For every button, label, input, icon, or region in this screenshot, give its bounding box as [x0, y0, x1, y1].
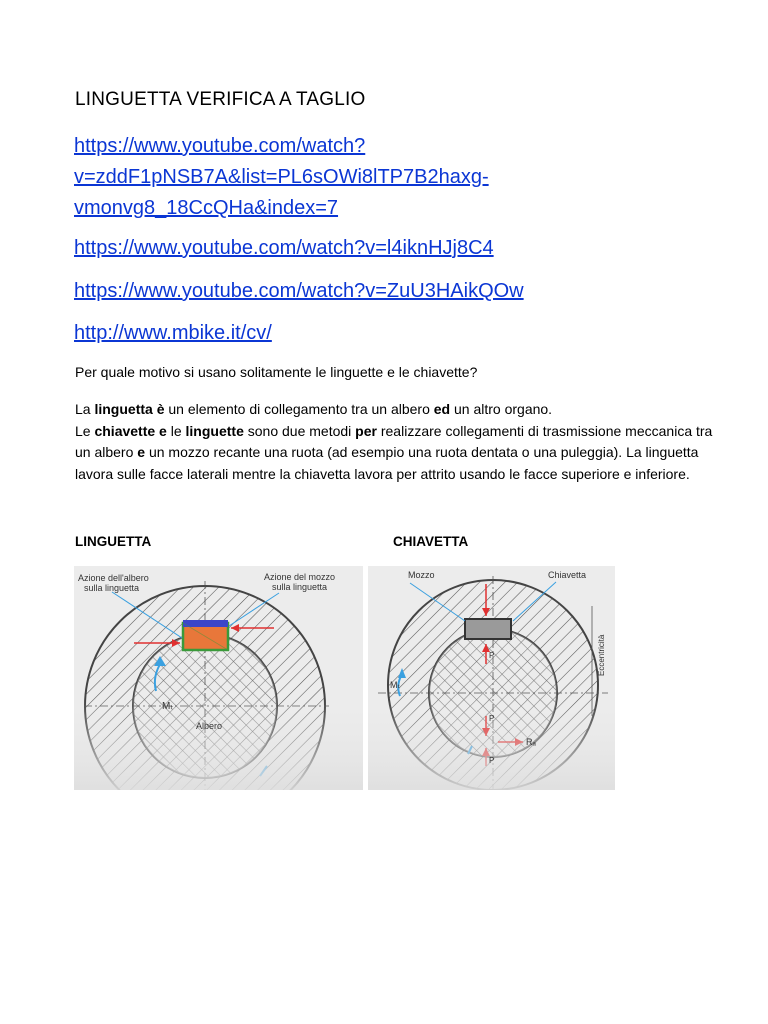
answer-bold: chiavette e — [94, 422, 167, 439]
question-text: Per quale motivo si usano solitamente le linguette e le chiavette? — [75, 364, 478, 380]
label-linguetta: LINGUETTA — [75, 534, 152, 549]
answer-text: le — [166, 422, 186, 439]
youtube-link-3[interactable]: https://www.youtube.com/watch?v=ZuU3HAikQOw — [74, 280, 524, 302]
label-hub: Mozzo — [408, 570, 435, 580]
page-title: LINGUETTA VERIFICA A TAGLIO — [75, 89, 366, 110]
answer-text: sono due metodi — [243, 422, 356, 439]
label-torque: Mₜ — [390, 680, 401, 690]
label-hub-action-2: sulla linguetta — [272, 582, 328, 592]
answer-bold: linguette — [185, 422, 244, 439]
label-shaft-action-2: sulla linguetta — [84, 583, 140, 593]
label-chiavetta: CHIAVETTA — [393, 534, 469, 549]
answer-text: un mozzo recante una ruota (ad esempio una ruota dentata o una puleggia). La linguetta lavora sulle facce laterali mentre la chiavetta lavora per attrito usando le facce superiore e inferiore. — [75, 444, 699, 482]
link-line-3[interactable]: vmonvg8_18CcQHa&index=7 — [74, 197, 339, 219]
youtube-link-2[interactable]: https://www.youtube.com/watch?v=l4iknHJj8C4 — [74, 237, 494, 259]
label-torque: Mₜ — [162, 701, 174, 712]
label-eccentricity: Eccentricità — [597, 634, 606, 676]
answer-text: realizzare collegamenti di trasmissione meccanica tra un albero — [75, 422, 713, 460]
label-p3: P — [489, 756, 495, 765]
answer-text: Le — [75, 422, 95, 439]
answer-bold: ed — [433, 401, 451, 417]
answer-bold: per — [355, 422, 377, 439]
mbike-link[interactable]: http://www.mbike.it/cv/ — [74, 322, 272, 344]
label-hub-action-1: Azione del mozzo — [264, 572, 336, 582]
label-key: Chiavetta — [548, 570, 587, 580]
link-line-1[interactable]: https://www.youtube.com/watch? — [74, 135, 366, 157]
label-shaft-action-1: Azione dell'albero — [78, 573, 149, 583]
chiavetta-figure — [368, 566, 615, 790]
linguetta-figure — [74, 566, 363, 790]
answer-text: un altro organo. — [450, 401, 553, 417]
answer-text: un elemento di collegamento tra un albero — [164, 401, 434, 417]
youtube-playlist-link[interactable] — [74, 131, 534, 224]
answer-bold: linguetta è — [94, 401, 165, 417]
link-line-2[interactable]: v=zddF1pNSB7A&list=PL6sOWi8lTP7B2haxg- — [74, 166, 489, 188]
label-p1: P — [489, 651, 495, 660]
answer-paragraph — [75, 399, 715, 485]
label-ra: Rₐ — [526, 737, 536, 747]
answer-text: La — [75, 401, 95, 417]
answer-bold: e — [137, 444, 146, 460]
label-shaft: Albero — [196, 721, 223, 731]
label-p2: P — [489, 714, 495, 723]
